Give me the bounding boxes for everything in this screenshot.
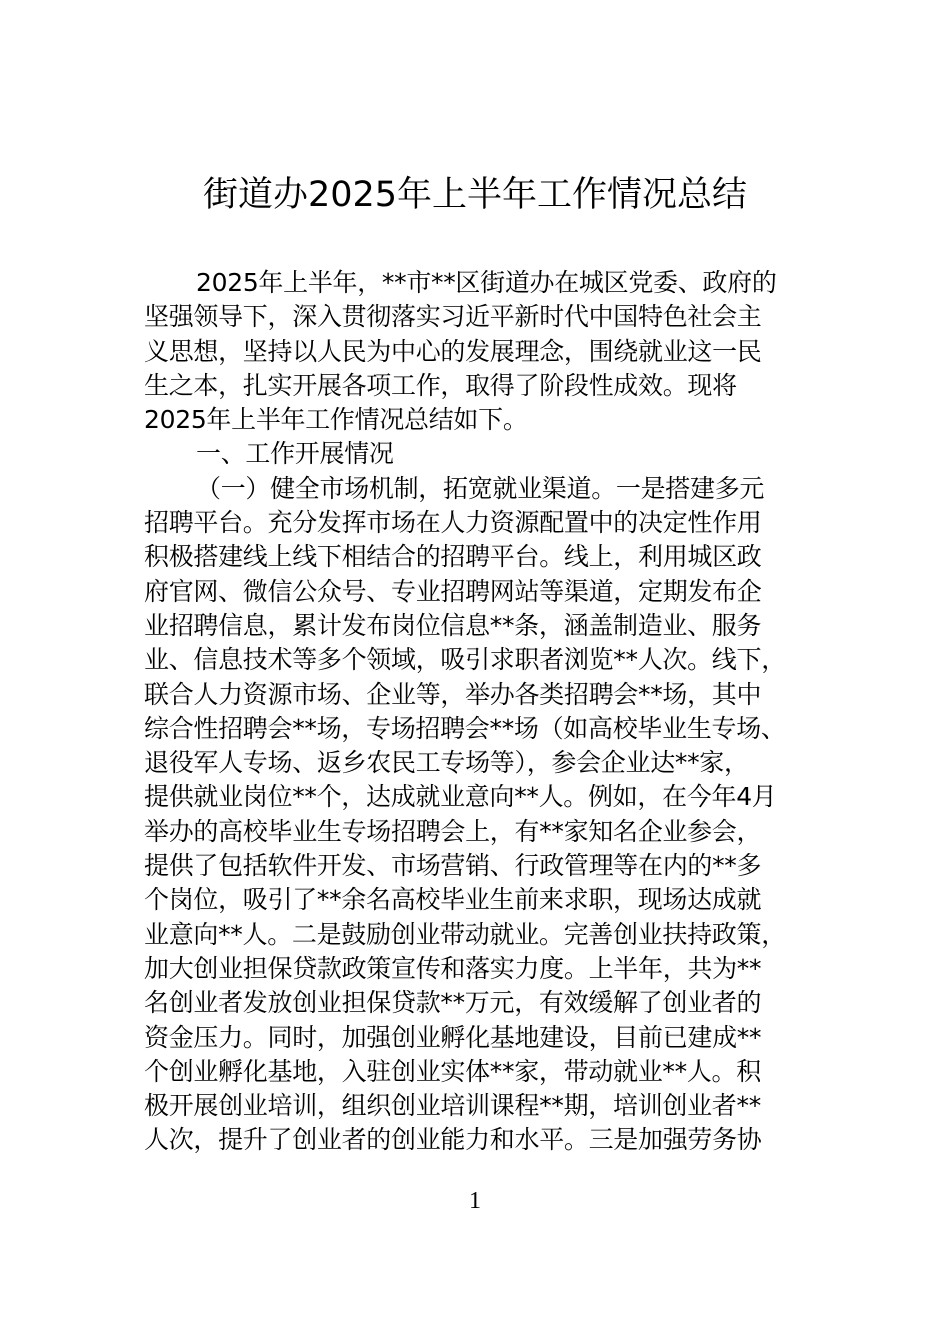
- document-body: [144, 266, 844, 1158]
- document-title: 街道办2025年上半年工作情况总结: [202, 175, 748, 215]
- paragraph-line: 资金压力。同时，加强创业孵化基地建设，目前已建成**: [144, 1022, 762, 1052]
- paragraph-line: 业、信息技术等多个领域，吸引求职者浏览**人次。线下，: [144, 645, 786, 675]
- paragraph-line: 义思想，坚持以人民为中心的发展理念，围绕就业这一民: [144, 336, 762, 366]
- paragraph-line: 个创业孵化基地，入驻创业实体**家，带动就业**人。积: [144, 1056, 761, 1086]
- paragraph-line: 联合人力资源市场、企业等，举办各类招聘会**场，其中: [144, 679, 762, 709]
- paragraph-line: 2025年上半年工作情况总结如下。: [144, 405, 528, 435]
- paragraph-line: 2025年上半年，**市**区街道办在城区党委、政府的: [196, 268, 777, 297]
- paragraph-line: 坚强领导下，深入贯彻落实习近平新时代中国特色社会主: [144, 302, 762, 332]
- paragraph-line: 名创业者发放创业担保贷款**万元，有效缓解了创业者的: [144, 988, 762, 1018]
- paragraph-line: 人次，提升了创业者的创业能力和水平。三是加强劳务协: [144, 1125, 762, 1155]
- paragraph-line: 提供就业岗位**个，达成就业意向**人。例如，在今年4月: [144, 782, 777, 812]
- page-number: 1: [469, 1188, 481, 1214]
- paragraph-line: 业招聘信息，累计发布岗位信息**条，涵盖制造业、服务: [144, 610, 762, 640]
- paragraph-line: 综合性招聘会**场，专场招聘会**场（如高校毕业生专场、: [144, 713, 786, 743]
- paragraph-line: 个岗位，吸引了**余名高校毕业生前来求职，现场达成就: [144, 885, 762, 915]
- section-heading: 一、工作开展情况: [196, 439, 394, 469]
- paragraph-line: 提供了包括软件开发、市场营销、行政管理等在内的**多: [144, 851, 762, 881]
- paragraph-line: 生之本，扎实开展各项工作，取得了阶段性成效。现将: [144, 370, 737, 400]
- paragraph-line: 退役军人专场、返乡农民工专场等），参会企业达**家，: [144, 748, 749, 778]
- paragraph-line: 极开展创业培训，组织创业培训课程**期，培训创业者**: [144, 1091, 761, 1121]
- paragraph-line: 府官网、微信公众号、专业招聘网站等渠道，定期发布企: [144, 576, 762, 606]
- paragraph-line: 举办的高校毕业生专场招聘会上，有**家知名企业参会，: [144, 816, 762, 846]
- paragraph-line: 招聘平台。充分发挥市场在人力资源配置中的决定性作用: [144, 508, 762, 538]
- paragraph-line: 业意向**人。二是鼓励创业带动就业。完善创业扶持政策，: [144, 919, 786, 949]
- paragraph-line: 加大创业担保贷款政策宣传和落实力度。上半年，共为**: [144, 953, 762, 983]
- paragraph-line: 积极搭建线上线下相结合的招聘平台。线上，利用城区政: [144, 542, 762, 572]
- paragraph-line: （一）健全市场机制，拓宽就业渠道。一是搭建多元: [196, 473, 765, 503]
